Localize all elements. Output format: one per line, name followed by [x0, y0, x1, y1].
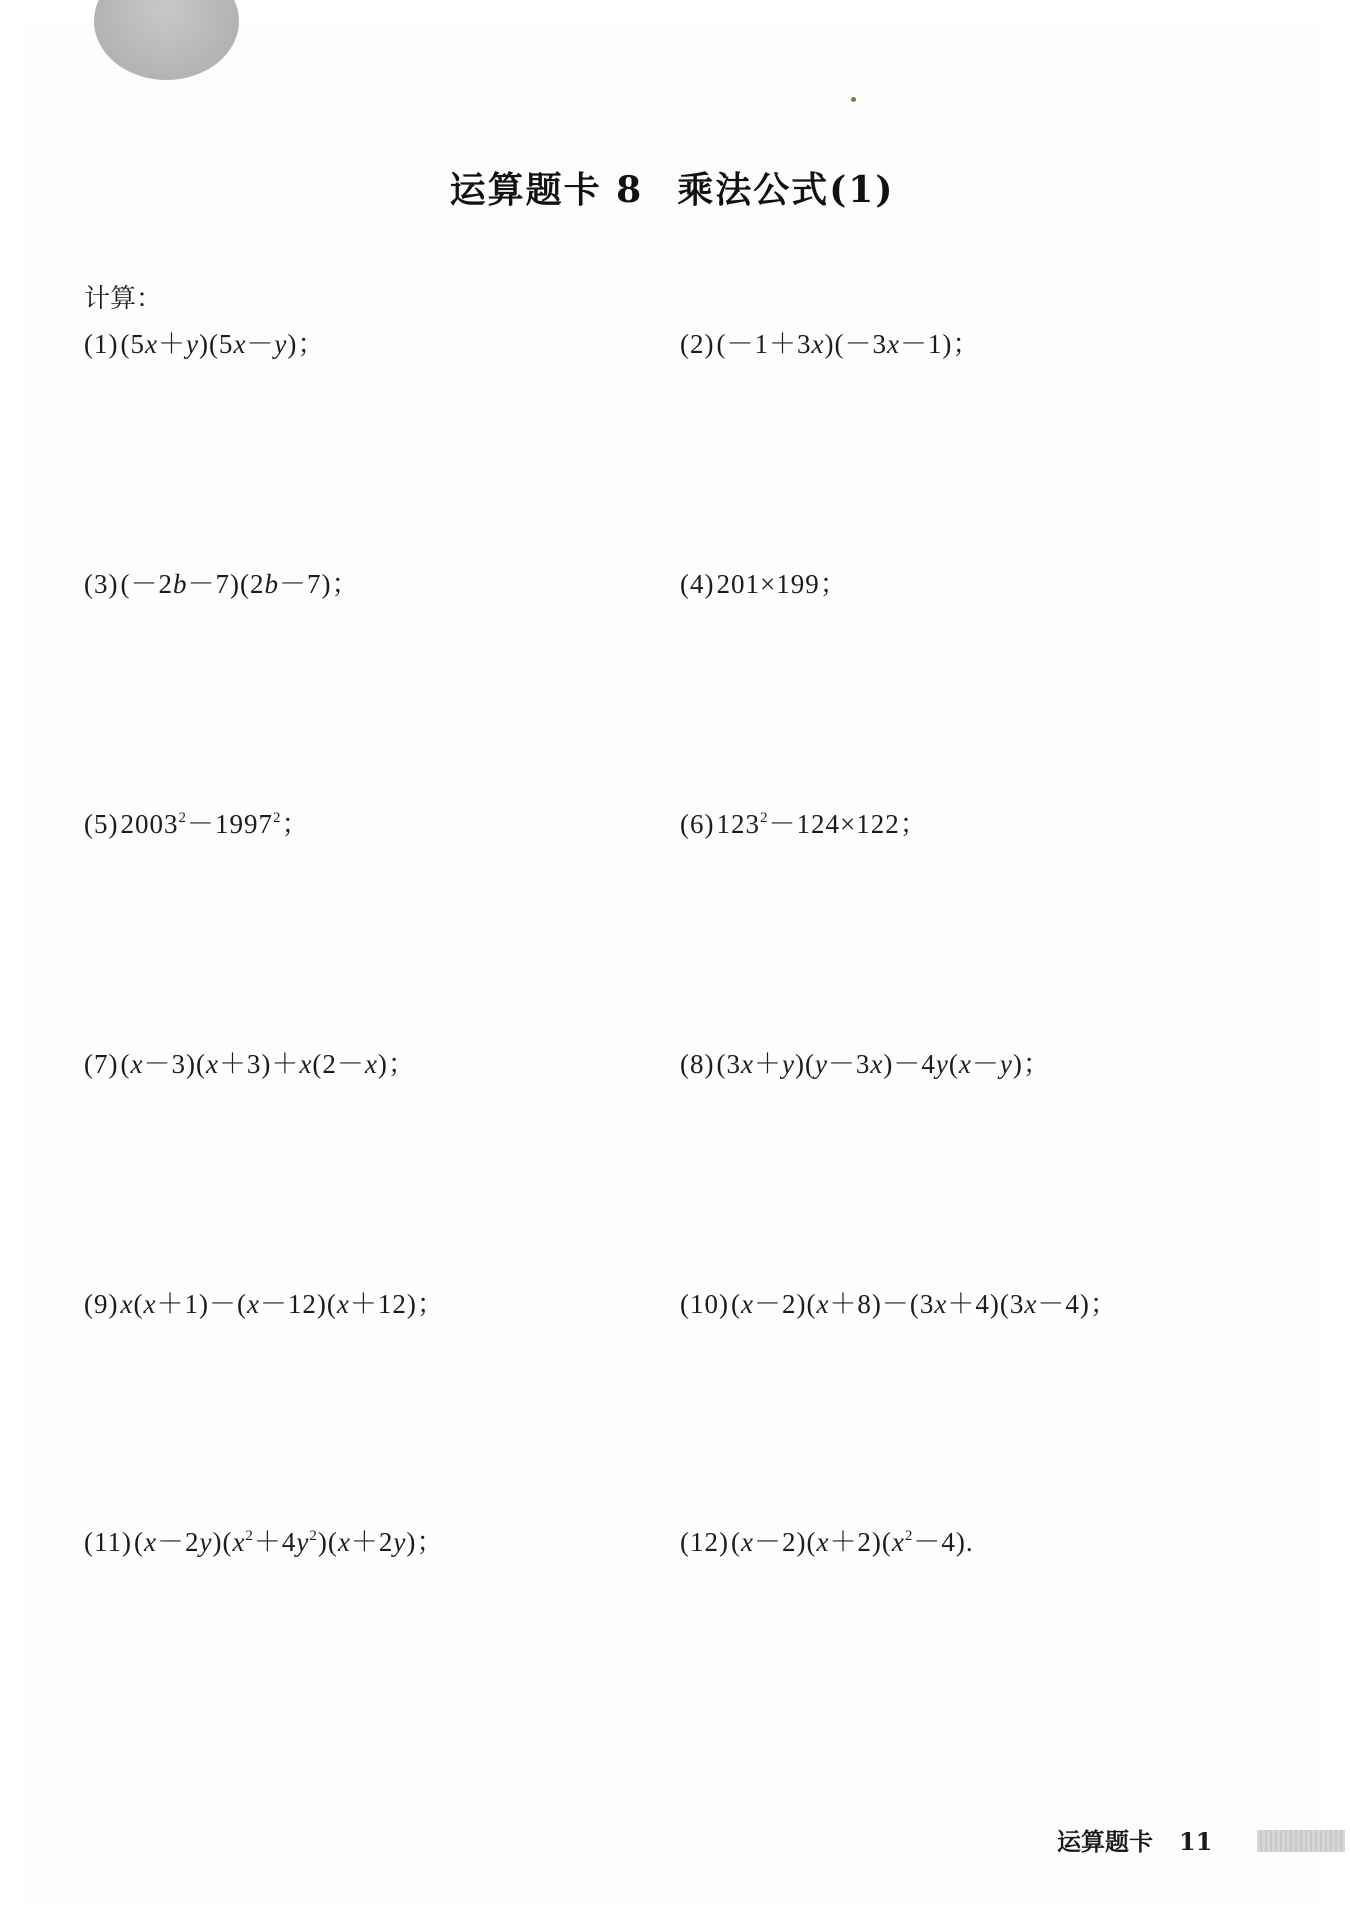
corner-decoration [94, 0, 239, 80]
problem-expression: (x－2)(x＋8)－(3x＋4)(3x－4)； [730, 1289, 1118, 1319]
problem-expression: $(x-2y)(x^2+4y^2)(x+2y)$； [133, 1527, 445, 1557]
problem-expression: $123^2-124\times 122$； [716, 809, 928, 839]
problem-item [680, 802, 928, 841]
problem-number: (4) [680, 569, 715, 599]
problem-number: (1) [84, 329, 119, 359]
problem-item [680, 1282, 1118, 1321]
problem-number: (9) [84, 1289, 119, 1319]
problem-item [84, 562, 359, 601]
page-title [22, 162, 1322, 213]
problem-expression: (－2b－7)(2b－7)； [120, 569, 360, 599]
problem-item [680, 562, 848, 601]
problem-expression: (－1＋3x)(－3x－1)； [716, 329, 981, 359]
problem-number: (6) [680, 809, 715, 839]
problem-item [84, 322, 325, 361]
problem-expression: (5x＋y)(5x－y)； [120, 329, 326, 359]
problem-number: (12) [680, 1527, 729, 1557]
problem-item [680, 322, 980, 361]
problem-expression: $2003^2-1997^2$； [120, 809, 310, 839]
problem-item [84, 1520, 444, 1559]
problem-number: (8) [680, 1049, 715, 1079]
problem-expression: x(x＋1)－(x－12)(x＋12)； [120, 1289, 445, 1319]
footer-label: 运算题卡 [1057, 1828, 1153, 1856]
problem-number: (2) [680, 329, 715, 359]
problem-number: (3) [84, 569, 119, 599]
problem-item [84, 802, 309, 841]
footer-bar-decoration [1257, 1830, 1345, 1852]
problem-expression: 201×199； [716, 569, 848, 599]
problem-number: (10) [680, 1289, 729, 1319]
title-topic: 乘法公式(1) [677, 169, 895, 211]
problem-expression: (x－3)(x＋3)＋x(2－x)； [120, 1049, 416, 1079]
problem-expression: $(x-2)(x+2)(x^2-4)$. [730, 1527, 974, 1557]
title-card: 运算题卡 8 [449, 169, 644, 211]
problem-number: (5) [84, 809, 119, 839]
problem-number: (11) [84, 1527, 132, 1557]
worksheet-page [22, 22, 1322, 1902]
problem-item [680, 1520, 974, 1559]
page-number: 11 [1179, 1827, 1213, 1856]
problem-item [84, 1042, 416, 1081]
problem-expression: (3x＋y)(y－3x)－4y(x－y)； [716, 1049, 1051, 1079]
problem-item [680, 1042, 1051, 1081]
problem-item [84, 1282, 445, 1321]
ink-dot [851, 97, 856, 102]
problem-number: (7) [84, 1049, 119, 1079]
instruction-text: 计算： [84, 284, 163, 314]
page-footer [1057, 1822, 1212, 1857]
